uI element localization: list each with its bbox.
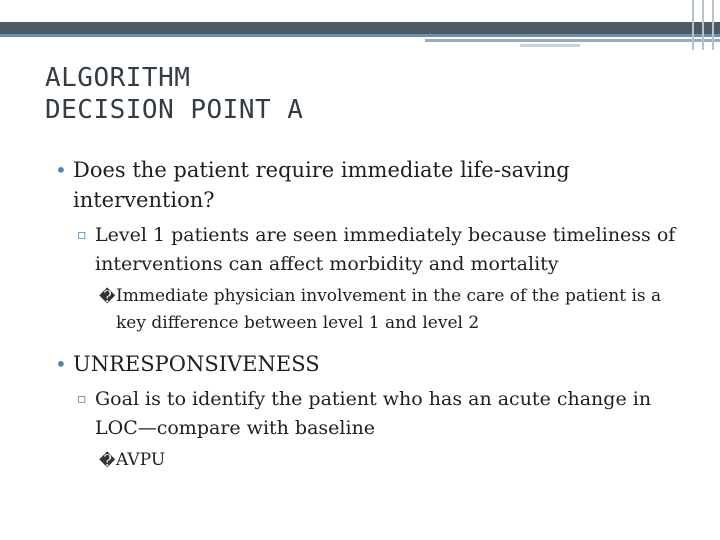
top-rule xyxy=(0,34,720,37)
bullet-1-subsub-text: Immediate physician involvement in the care of the patient is a key difference between level 1 and level 2 xyxy=(116,286,662,333)
bullet-2-text: UNRESPONSIVENESS xyxy=(73,352,320,376)
bullet-2-sub-text: Goal is to identify the patient who has an acute change in LOC—compare with baseline xyxy=(95,388,652,439)
bullet-1-text: Does the patient require immediate life-saving intervention? xyxy=(73,158,570,212)
square-bullet-icon: ▫ xyxy=(77,391,87,407)
bullet-1-sub-text: Level 1 patients are seen immediately because timeliness of interventions can affect morbidity and mortality xyxy=(95,224,676,275)
bullet-icon: • xyxy=(55,352,67,376)
bullet-icon: • xyxy=(55,158,67,182)
slide-title xyxy=(45,62,665,126)
bullet-2 xyxy=(55,349,695,379)
title-line-2: DECISION POINT A xyxy=(45,95,304,125)
bullet-1-sub xyxy=(77,221,695,279)
top-rule-short xyxy=(425,39,720,42)
top-rule-shorter xyxy=(520,44,580,47)
bullet-1-subsub xyxy=(99,283,695,337)
bullet-2-subsub xyxy=(99,447,695,474)
bullet-2-sub xyxy=(77,385,695,443)
bullet-1 xyxy=(55,155,695,215)
missing-glyph-icon: � xyxy=(99,287,116,306)
bullet-2-subsub-text: AVPU xyxy=(116,450,166,470)
slide-body xyxy=(55,155,695,474)
missing-glyph-icon: � xyxy=(99,451,116,470)
top-band xyxy=(0,22,720,34)
title-line-1: ALGORITHM xyxy=(45,63,191,93)
square-bullet-icon: ▫ xyxy=(77,227,87,243)
corner-stripes xyxy=(690,0,720,50)
